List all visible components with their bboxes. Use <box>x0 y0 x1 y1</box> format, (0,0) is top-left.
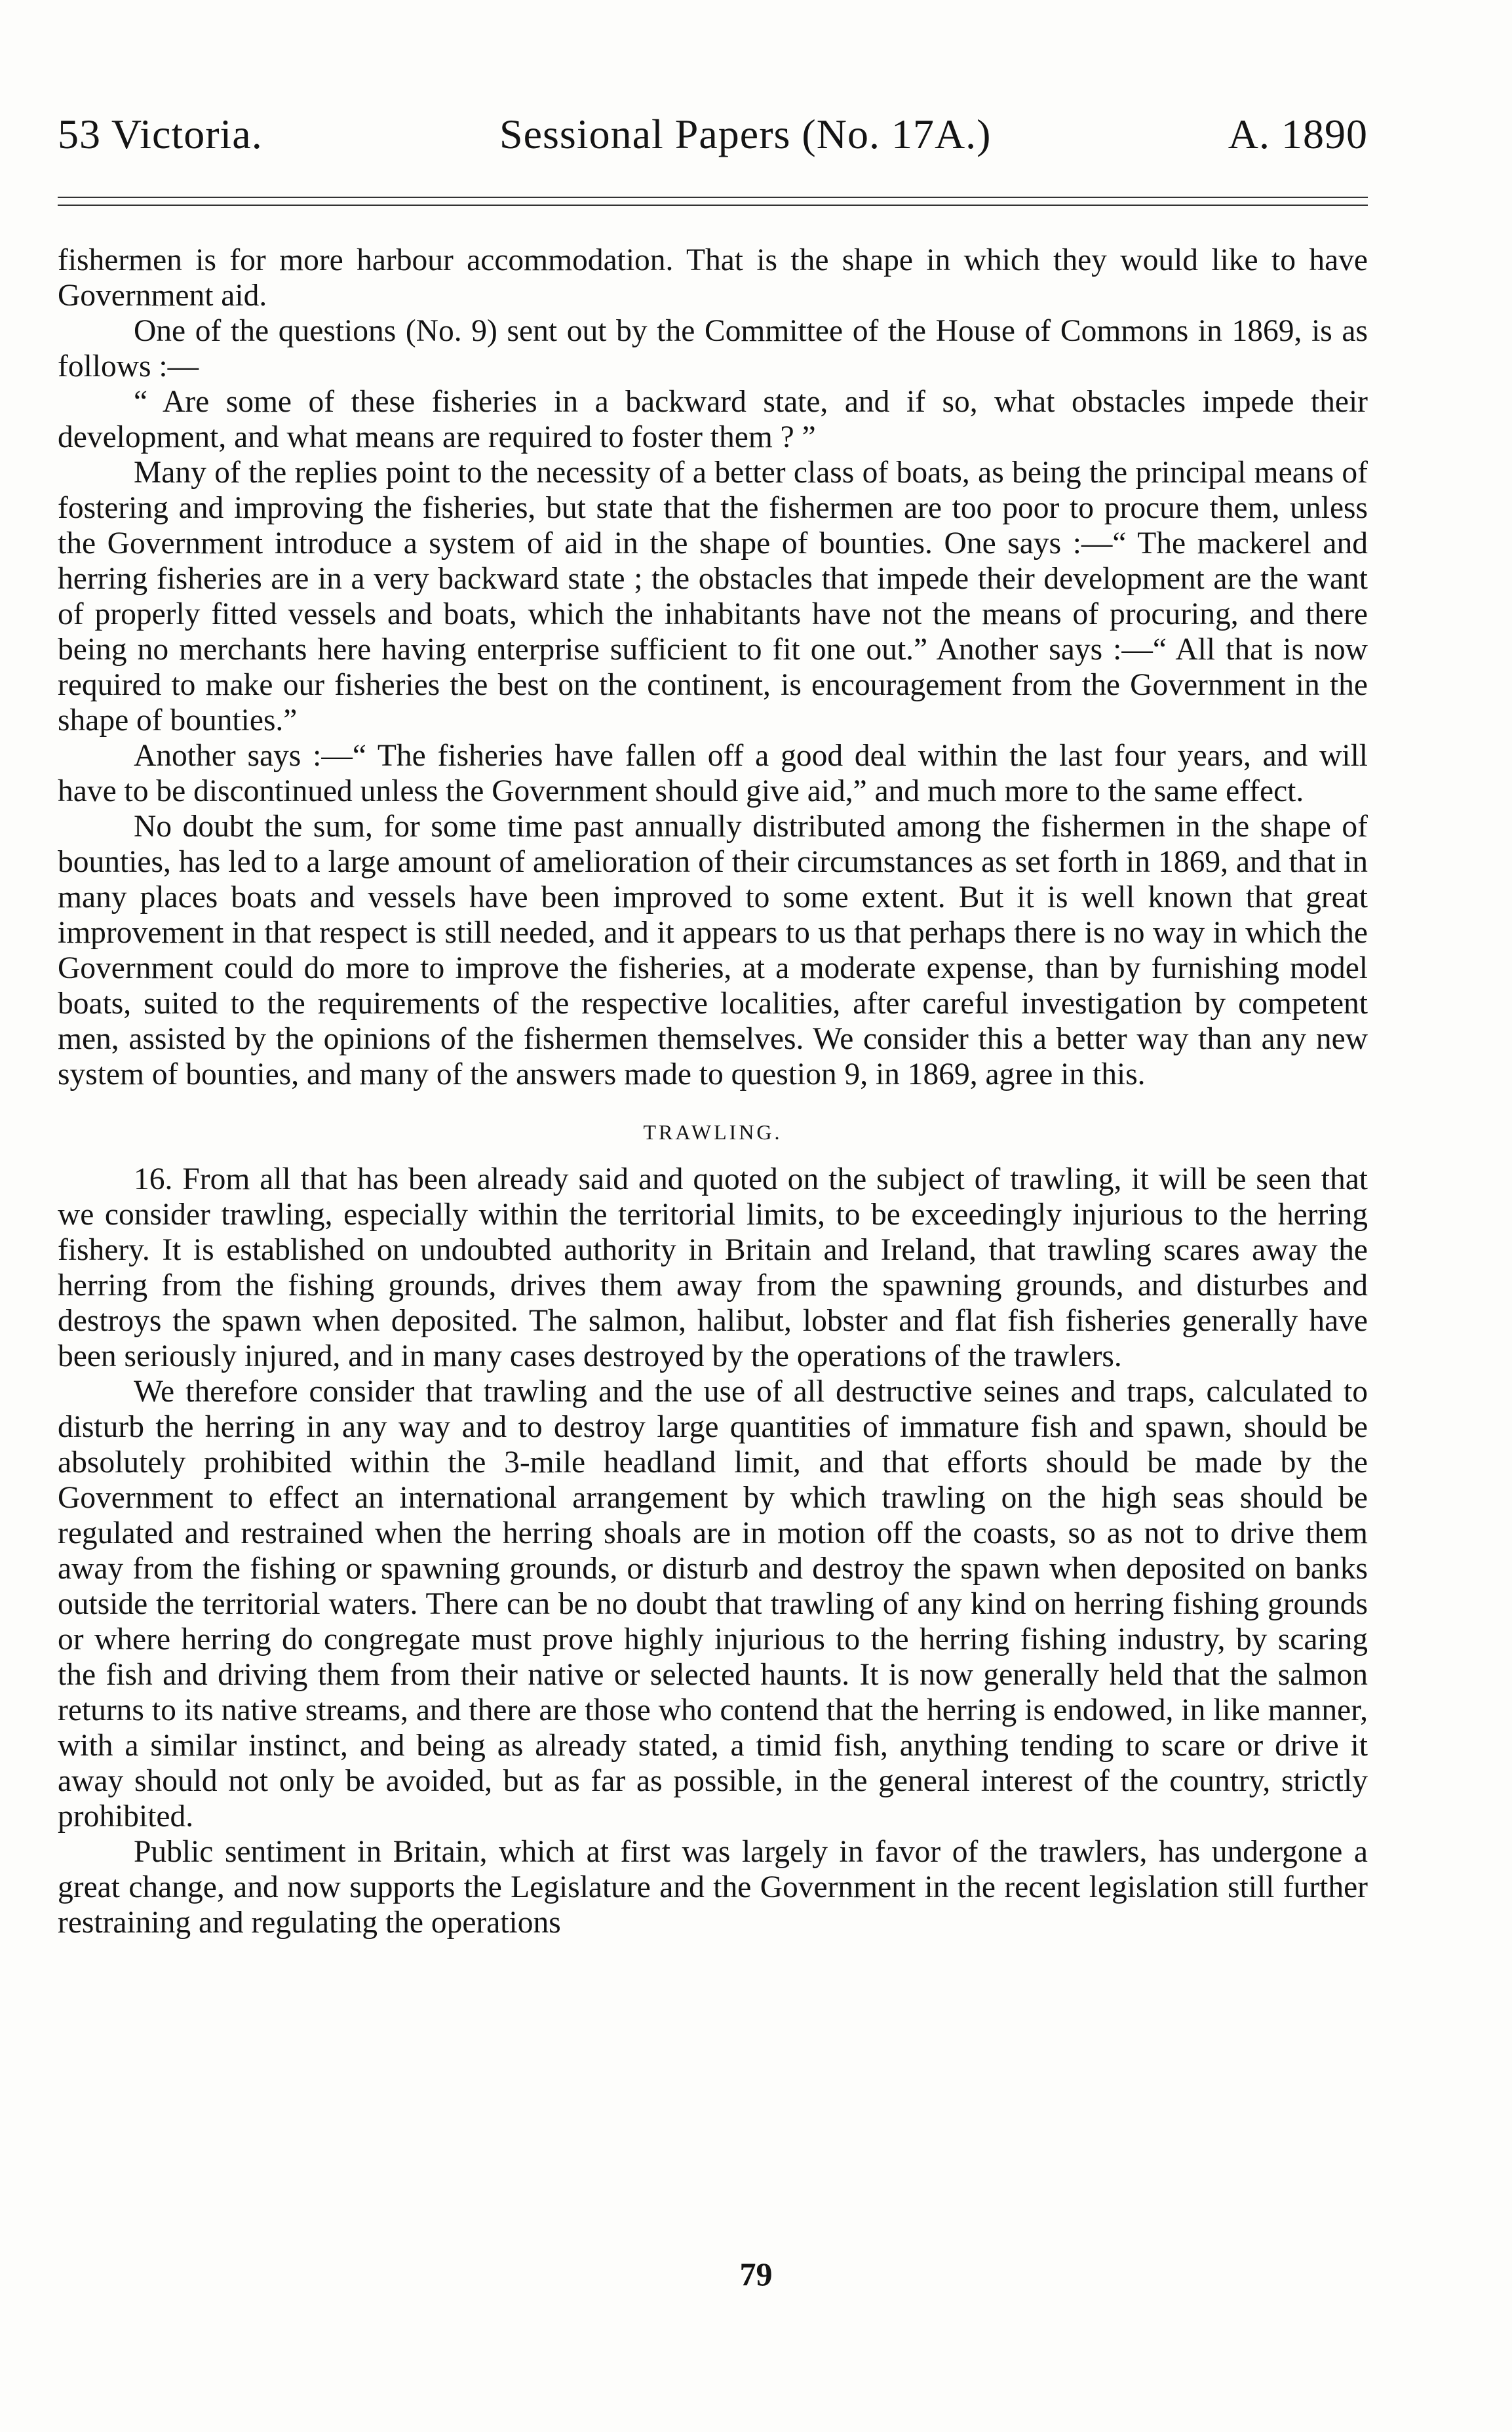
header-session: 53 Victoria. <box>58 111 263 157</box>
running-head <box>58 110 1368 159</box>
paragraph-bounties: No doubt the sum, for some time past annually distributed among the fishermen in the shape of bounties, has led to a large amount of amelioration of their circumstances as set forth in 1869, and that in many places boats and vessels have been improved to some extent. But it is well known that great improvement in that respect is still needed, and it appears to us that perhaps there is no way in which the Government could do more to improve the fisheries, at a moderate expense, than by furnishing model boats, suited to the requirements of the respective localities, after careful investigation by competent men, assisted by the opinions of the fishermen themselves. We consider this a better way than any new system of bounties, and many of the answers made to question 9, in 1869, agree in this. <box>58 810 1368 1091</box>
section-heading: TRAWLING. <box>643 1120 783 1144</box>
body-text <box>58 243 1368 1940</box>
page-number: 79 <box>739 2256 773 2292</box>
header-double-rule <box>58 197 1368 206</box>
header-rule-top <box>58 197 1368 198</box>
paragraph-quotation: “ Are some of these fisheries in a backward state, and if so, what obstacles impede their development, and what means are required to foster them ? ” <box>58 385 1368 454</box>
paragraph-committee-question: One of the questions (No. 9) sent out by the Committee of the House of Commons in 1869, is as follows :— <box>58 314 1368 383</box>
paragraph-trawling-16: 16. From all that has been already said and quoted on the subject of trawling, it will be seen that we consider trawling, especially within the territorial limits, to be exceedingly injurious to the herring fishery. It is established on undoubted authority in Britain and Ireland, that trawling scares away the herring from the fishing grounds, drives them away from the spawning grounds, and disturbes and destroys the spawn when deposited. The salmon, halibut, lobster and flat fish fisheries generally have been seriously injured, and in many cases destroyed by the operations of the trawlers. <box>58 1162 1368 1373</box>
paragraph-trawling-prohibition: We therefore consider that trawling and the use of all destructive seines and traps, calculated to disturb the herring in any way and to destroy large quantities of immature fish and spawn, should be absolutely prohibited within the 3-mile headland limit, and that efforts should be made by the Government to effect an international arrangement by which trawling on the high seas should be regulated and restrained when the herring shoals are in motion off the coasts, so as not to drive them away from the fishing or spawning grounds, or disturb and destroy the spawn when deposited on banks outside the territorial waters. There can be no doubt that trawling of any kind on herring fishing grounds or where herring do congregate must prove highly injurious to the herring fishing industry, by scaring the fish and driving them from their native or selected haunts. It is now generally held that the salmon returns to its native streams, and there are those who contend that the herring is endowed, in like manner, with a similar instinct, and being as already stated, a timid fish, anything tending to scare or drive it away should not only be avoided, but as far as possible, in the general interest of the country, strictly prohibited. <box>58 1375 1368 1834</box>
header-year: A. 1890 <box>1228 111 1368 157</box>
header-title: Sessional Papers (No. 17A.) <box>499 111 992 157</box>
paragraph-public-sentiment: Public sentiment in Britain, which at first was largely in favor of the trawlers, has undergone a great change, and now supports the Legislature and the Government in the recent legislation still further restraining and regulating the operations <box>58 1835 1368 1940</box>
paragraph-continued: fishermen is for more harbour accommodation. That is the shape in which they would like to have Government aid. <box>58 243 1368 313</box>
header-rule-bottom <box>58 205 1368 206</box>
paragraph-another-says: Another says :—“ The fisheries have fallen off a good deal within the last four years, and will have to be discontinued unless the Government should give aid,” and much more to the same effect. <box>58 739 1368 808</box>
paragraph-replies: Many of the replies point to the necessity of a better class of boats, as being the principal means of fostering and improving the fisheries, but state that the fishermen are too poor to procure them, unless the Government introduce a system of aid in the shape of bounties. One says :—“ The mackerel and herring fisheries are in a very backward state ; the obstacles that impede their development are the want of properly fitted vessels and boats, which the inhabitants have not the means of procuring, and there being no merchants here having enterprise sufficient to fit one out.” Another says :—“ All that is now required to make our fisheries the best on the continent, is encouragement from the Government in the shape of bounties.” <box>58 456 1368 737</box>
